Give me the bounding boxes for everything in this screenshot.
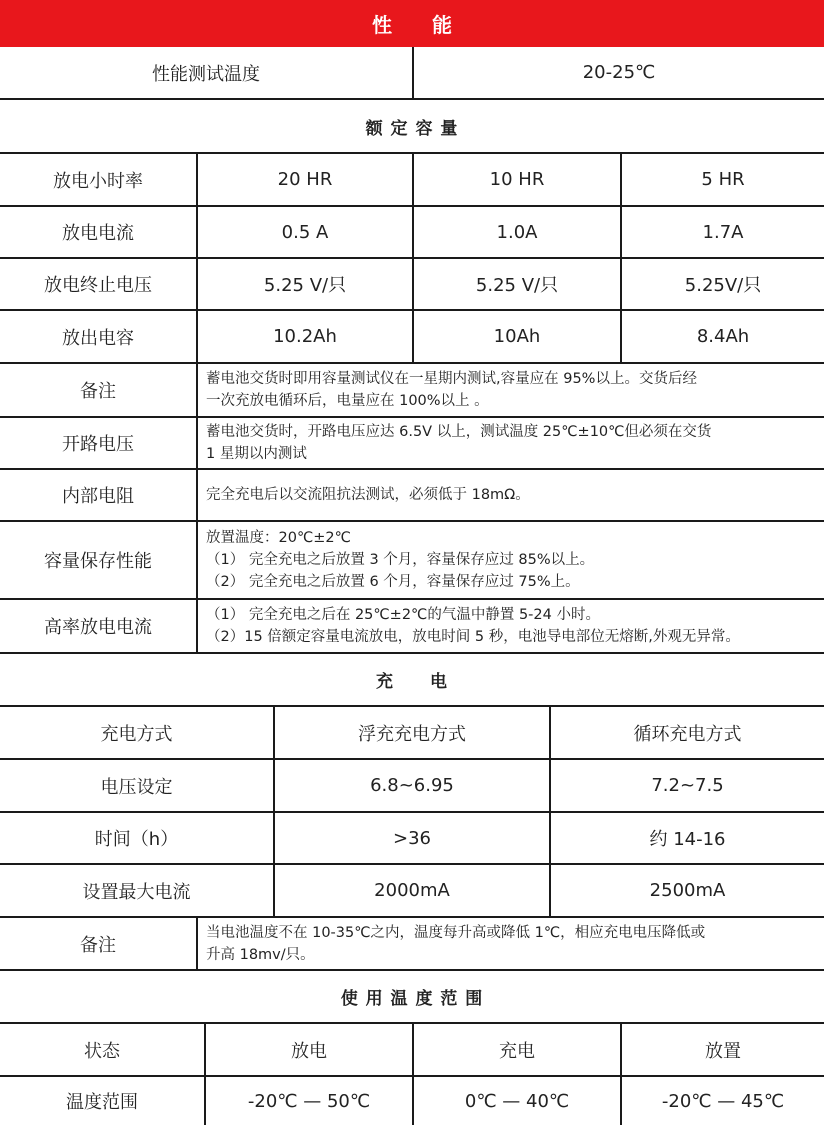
note-line: 蓄电池交货时，开路电压应达 6.5V 以上，测试温度 25℃±10℃但必须在交货 [206, 424, 712, 440]
note-line: 升高 18mv/只。 [206, 946, 315, 963]
table-row [0, 813, 824, 865]
table-header-cell: 放电 [204, 1024, 412, 1075]
row-label: 内部电阻 [62, 486, 134, 507]
row-label: 充电方式 [100, 723, 173, 745]
table-cell: -20℃ — 45℃ [620, 1077, 824, 1125]
table-cell: 5 HR [620, 154, 824, 205]
note-line: （2）15 倍额定容量电流放电，放电时间 5 秒，电池导电部位无熔断,外观无异常。 [206, 629, 740, 645]
row-label: 时间（h） [94, 829, 179, 850]
table-cell: 2500mA [549, 865, 824, 916]
test-temp-label: 性能测试温度 [152, 63, 260, 85]
row-label: 放电小时率 [53, 170, 143, 192]
note-text [196, 918, 824, 969]
table-cell: 7.2~7.5 [549, 760, 824, 811]
table-row [0, 259, 824, 311]
table-row [0, 707, 824, 760]
table-row [0, 865, 824, 918]
table-row [0, 154, 824, 207]
note-row [0, 418, 824, 470]
note-text [196, 522, 824, 598]
table-cell: 浮充充电方式 [273, 707, 549, 758]
row-label: 电压设定 [100, 776, 173, 798]
table-header-row [0, 1024, 824, 1077]
note-text [196, 418, 824, 468]
note-row [0, 470, 824, 522]
row-label: 温度范围 [66, 1092, 138, 1113]
note-line: 1 星期以内测试 [206, 446, 307, 462]
table-cell: 8.4Ah [620, 311, 824, 362]
row-label: 放电终止电压 [44, 275, 152, 296]
row-label: 高率放电电流 [44, 617, 152, 638]
note-text [196, 600, 824, 652]
note-line: （2） 完全充电之后放置 6 个月，容量保存应过 75%上。 [206, 574, 580, 590]
note-line: 完全充电后以交流阻抗法测试，必须低于 18mΩ。 [206, 487, 530, 503]
table-cell: 20 HR [196, 154, 412, 205]
row-label: 备注 [80, 934, 116, 956]
note-row [0, 522, 824, 600]
test-temp-value: 20-25℃ [412, 47, 824, 98]
table-cell: 1.0A [412, 207, 620, 257]
table-header-cell: 放置 [620, 1024, 824, 1075]
row-label: 容量保存性能 [44, 551, 152, 572]
row-label: 开路电压 [62, 434, 134, 455]
row-label: 状态 [84, 1040, 120, 1062]
table-row [0, 1077, 824, 1125]
section-rated-capacity: 额 定 容 量 [0, 100, 824, 154]
note-row [0, 918, 824, 971]
table-cell: 1.7A [620, 207, 824, 257]
note-line: 放置温度：20℃±2℃ [206, 530, 351, 546]
row-label: 放电电流 [62, 223, 134, 244]
note-text [196, 470, 824, 520]
table-cell: 2000mA [273, 865, 549, 916]
note-row [0, 364, 824, 418]
table-cell: 5.25 V/只 [412, 259, 620, 309]
note-line: 蓄电池交货时即用容量测试仪在一星期内测试,容量应在 95%以上。交货后经 [206, 371, 697, 387]
table-row [0, 760, 824, 813]
table-cell: 循环充电方式 [549, 707, 824, 758]
table-header-cell: 充电 [412, 1024, 620, 1075]
note-line: 当电池温度不在 10-35℃之内，温度每升高或降低 1℃，相应充电电压降低或 [206, 924, 706, 941]
table-cell: 10.2Ah [196, 311, 412, 362]
table-row [0, 311, 824, 364]
table-cell: 5.25 V/只 [196, 259, 412, 309]
table-cell: >36 [273, 813, 549, 863]
table-cell: 6.8~6.95 [273, 760, 549, 811]
section-charging: 充 电 [0, 654, 824, 707]
note-text [196, 364, 824, 416]
row-label: 放出电容 [62, 327, 134, 349]
note-line: 一次充放电循环后，电量应在 100%以上 。 [206, 393, 489, 409]
table-cell: -20℃ — 50℃ [204, 1077, 412, 1125]
page-title: 性 能 [0, 0, 824, 47]
table-cell: 5.25V/只 [620, 259, 824, 309]
row-label: 备注 [80, 381, 116, 402]
table-cell: 0.5 A [196, 207, 412, 257]
section-temp-range: 使 用 温 度 范 围 [0, 971, 824, 1024]
test-temp-row [0, 47, 824, 100]
note-row [0, 600, 824, 654]
table-cell: 10Ah [412, 311, 620, 362]
note-line: （1） 完全充电之后放置 3 个月，容量保存应过 85%以上。 [206, 552, 595, 568]
row-label: 设置最大电流 [82, 881, 191, 903]
table-cell: 约 14-16 [549, 813, 824, 863]
table-row [0, 207, 824, 259]
note-line: （1） 完全充电之后在 25℃±2℃的气温中静置 5-24 小时。 [206, 607, 600, 623]
table-cell: 0℃ — 40℃ [412, 1077, 620, 1125]
table-cell: 10 HR [412, 154, 620, 205]
